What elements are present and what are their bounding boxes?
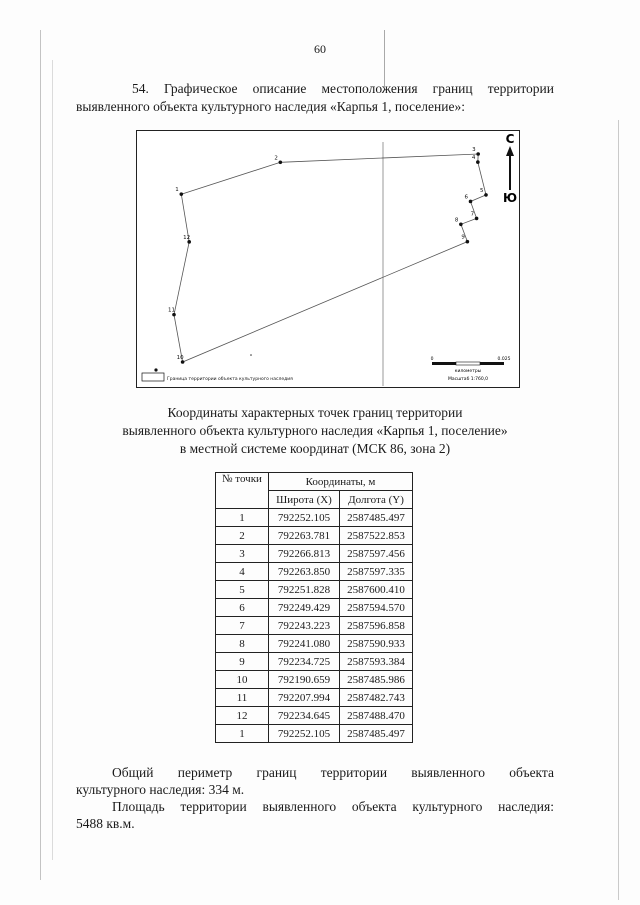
boundary-point-label: 6	[464, 194, 469, 201]
area-line-1: Площадь территории выявленного объекта культурного наследия:	[112, 799, 554, 814]
boundary-point-label: 11	[168, 307, 175, 314]
south-label: Ю	[502, 191, 518, 205]
boundary-point	[459, 222, 463, 226]
col-point-header: № точки	[216, 473, 269, 509]
table-row	[216, 545, 413, 563]
scale-end: 0.025	[497, 357, 511, 362]
longitude-cell: 2587482.743	[340, 689, 413, 707]
col-x-header: Широта (Х)	[269, 491, 340, 509]
boundary-point	[484, 193, 488, 197]
point-number-cell: 5	[216, 581, 269, 599]
point-number-cell: 1	[216, 509, 269, 527]
legend-swatch	[142, 373, 164, 381]
boundary-point	[475, 217, 479, 221]
point-number-cell: 9	[216, 653, 269, 671]
map-marker	[154, 368, 157, 371]
boundary-point-label: 9	[461, 234, 465, 241]
boundary-point	[279, 160, 283, 164]
table-row	[216, 671, 413, 689]
point-number-cell: 6	[216, 599, 269, 617]
point-number-cell: 12	[216, 707, 269, 725]
scan-artifact-line	[618, 120, 619, 900]
boundary-point-label: 7	[470, 211, 475, 218]
latitude-cell: 792243.223	[269, 617, 340, 635]
boundary-point	[466, 240, 470, 244]
legend-text: Граница территории объекта культурного наследия	[167, 377, 293, 382]
table-row	[216, 689, 413, 707]
point-number-cell: 4	[216, 563, 269, 581]
area-paragraph	[76, 798, 554, 832]
boundary-point	[469, 200, 473, 204]
map-marker	[250, 354, 252, 356]
table-row	[216, 653, 413, 671]
longitude-cell: 2587596.858	[340, 617, 413, 635]
boundary-point-label: 8	[454, 217, 459, 224]
perimeter-paragraph	[76, 764, 554, 798]
col-coords-header: Координаты, м	[269, 473, 413, 491]
longitude-cell: 2587485.497	[340, 725, 413, 743]
latitude-cell: 792252.105	[269, 725, 340, 743]
latitude-cell: 792241.080	[269, 635, 340, 653]
area-line-2: 5488 кв.м.	[76, 816, 135, 831]
longitude-cell: 2587593.384	[340, 653, 413, 671]
table-row	[216, 707, 413, 725]
perimeter-line-2: культурного наследия: 334 м.	[76, 782, 245, 797]
latitude-cell: 792252.105	[269, 509, 340, 527]
table-row	[216, 581, 413, 599]
boundary-point-label: 1	[175, 187, 179, 194]
scale-start: 0	[430, 357, 434, 362]
table-row	[216, 725, 413, 743]
point-number-cell: 1	[216, 725, 269, 743]
latitude-cell: 792263.781	[269, 527, 340, 545]
longitude-cell: 2587485.497	[340, 509, 413, 527]
longitude-cell: 2587485.986	[340, 671, 413, 689]
table-row	[216, 563, 413, 581]
col-y-header: Долгота (Y)	[340, 491, 413, 509]
north-label: С	[505, 132, 515, 146]
point-number-cell: 10	[216, 671, 269, 689]
scan-artifact-line	[52, 60, 53, 860]
point-number-cell: 8	[216, 635, 269, 653]
point-number-cell: 2	[216, 527, 269, 545]
section-heading	[76, 80, 554, 116]
heading-line-1: 54. Графическое описание местоположения границ территории	[132, 81, 554, 96]
latitude-cell: 792266.813	[269, 545, 340, 563]
scale-ratio: Масштаб 1:760,0	[447, 377, 489, 382]
table-row	[216, 635, 413, 653]
caption-line-3: в местной системе координат (МСК 86, зона 2)	[179, 441, 451, 456]
latitude-cell: 792249.429	[269, 599, 340, 617]
scale-bar	[432, 362, 504, 365]
longitude-cell: 2587594.570	[340, 599, 413, 617]
heading-line-2: выявленного объекта культурного наследия «Карпья 1, поселение»:	[76, 99, 465, 114]
latitude-cell: 792263.850	[269, 563, 340, 581]
longitude-cell: 2587600.410	[340, 581, 413, 599]
latitude-cell: 792190.659	[269, 671, 340, 689]
latitude-cell: 792234.725	[269, 653, 340, 671]
boundary-point-label: 2	[274, 155, 278, 162]
boundary-point-label: 3	[472, 147, 476, 153]
perimeter-line-1: Общий периметр границ территории выявленного объекта	[112, 765, 554, 780]
caption-line-2: выявленного объекта культурного наследия «Карпья 1, поселение»	[122, 423, 508, 438]
longitude-cell: 2587488.470	[340, 707, 413, 725]
boundary-map	[136, 130, 520, 388]
boundary-point	[476, 152, 480, 156]
table-caption	[76, 404, 554, 458]
table-row	[216, 599, 413, 617]
table-row	[216, 617, 413, 635]
point-number-cell: 11	[216, 689, 269, 707]
latitude-cell: 792251.828	[269, 581, 340, 599]
point-number-cell: 7	[216, 617, 269, 635]
boundary-point-label: 12	[183, 234, 191, 241]
table-row	[216, 527, 413, 545]
scan-artifact-line	[40, 30, 41, 880]
boundary-point	[476, 160, 480, 164]
boundary-point-label: 4	[471, 155, 476, 162]
point-number-cell: 3	[216, 545, 269, 563]
longitude-cell: 2587597.456	[340, 545, 413, 563]
longitude-cell: 2587590.933	[340, 635, 413, 653]
table-row	[216, 509, 413, 527]
boundary-point-label: 5	[480, 187, 484, 194]
latitude-cell: 792207.994	[269, 689, 340, 707]
coordinates-table	[215, 472, 413, 743]
boundary-point	[180, 192, 184, 196]
latitude-cell: 792234.645	[269, 707, 340, 725]
longitude-cell: 2587522.853	[340, 527, 413, 545]
caption-line-1: Координаты характерных точек границ территории	[167, 405, 463, 420]
boundary-point-label: 10	[176, 355, 184, 361]
longitude-cell: 2587597.335	[340, 563, 413, 581]
page-number: 60	[314, 42, 326, 56]
scale-unit: километры	[454, 369, 482, 374]
